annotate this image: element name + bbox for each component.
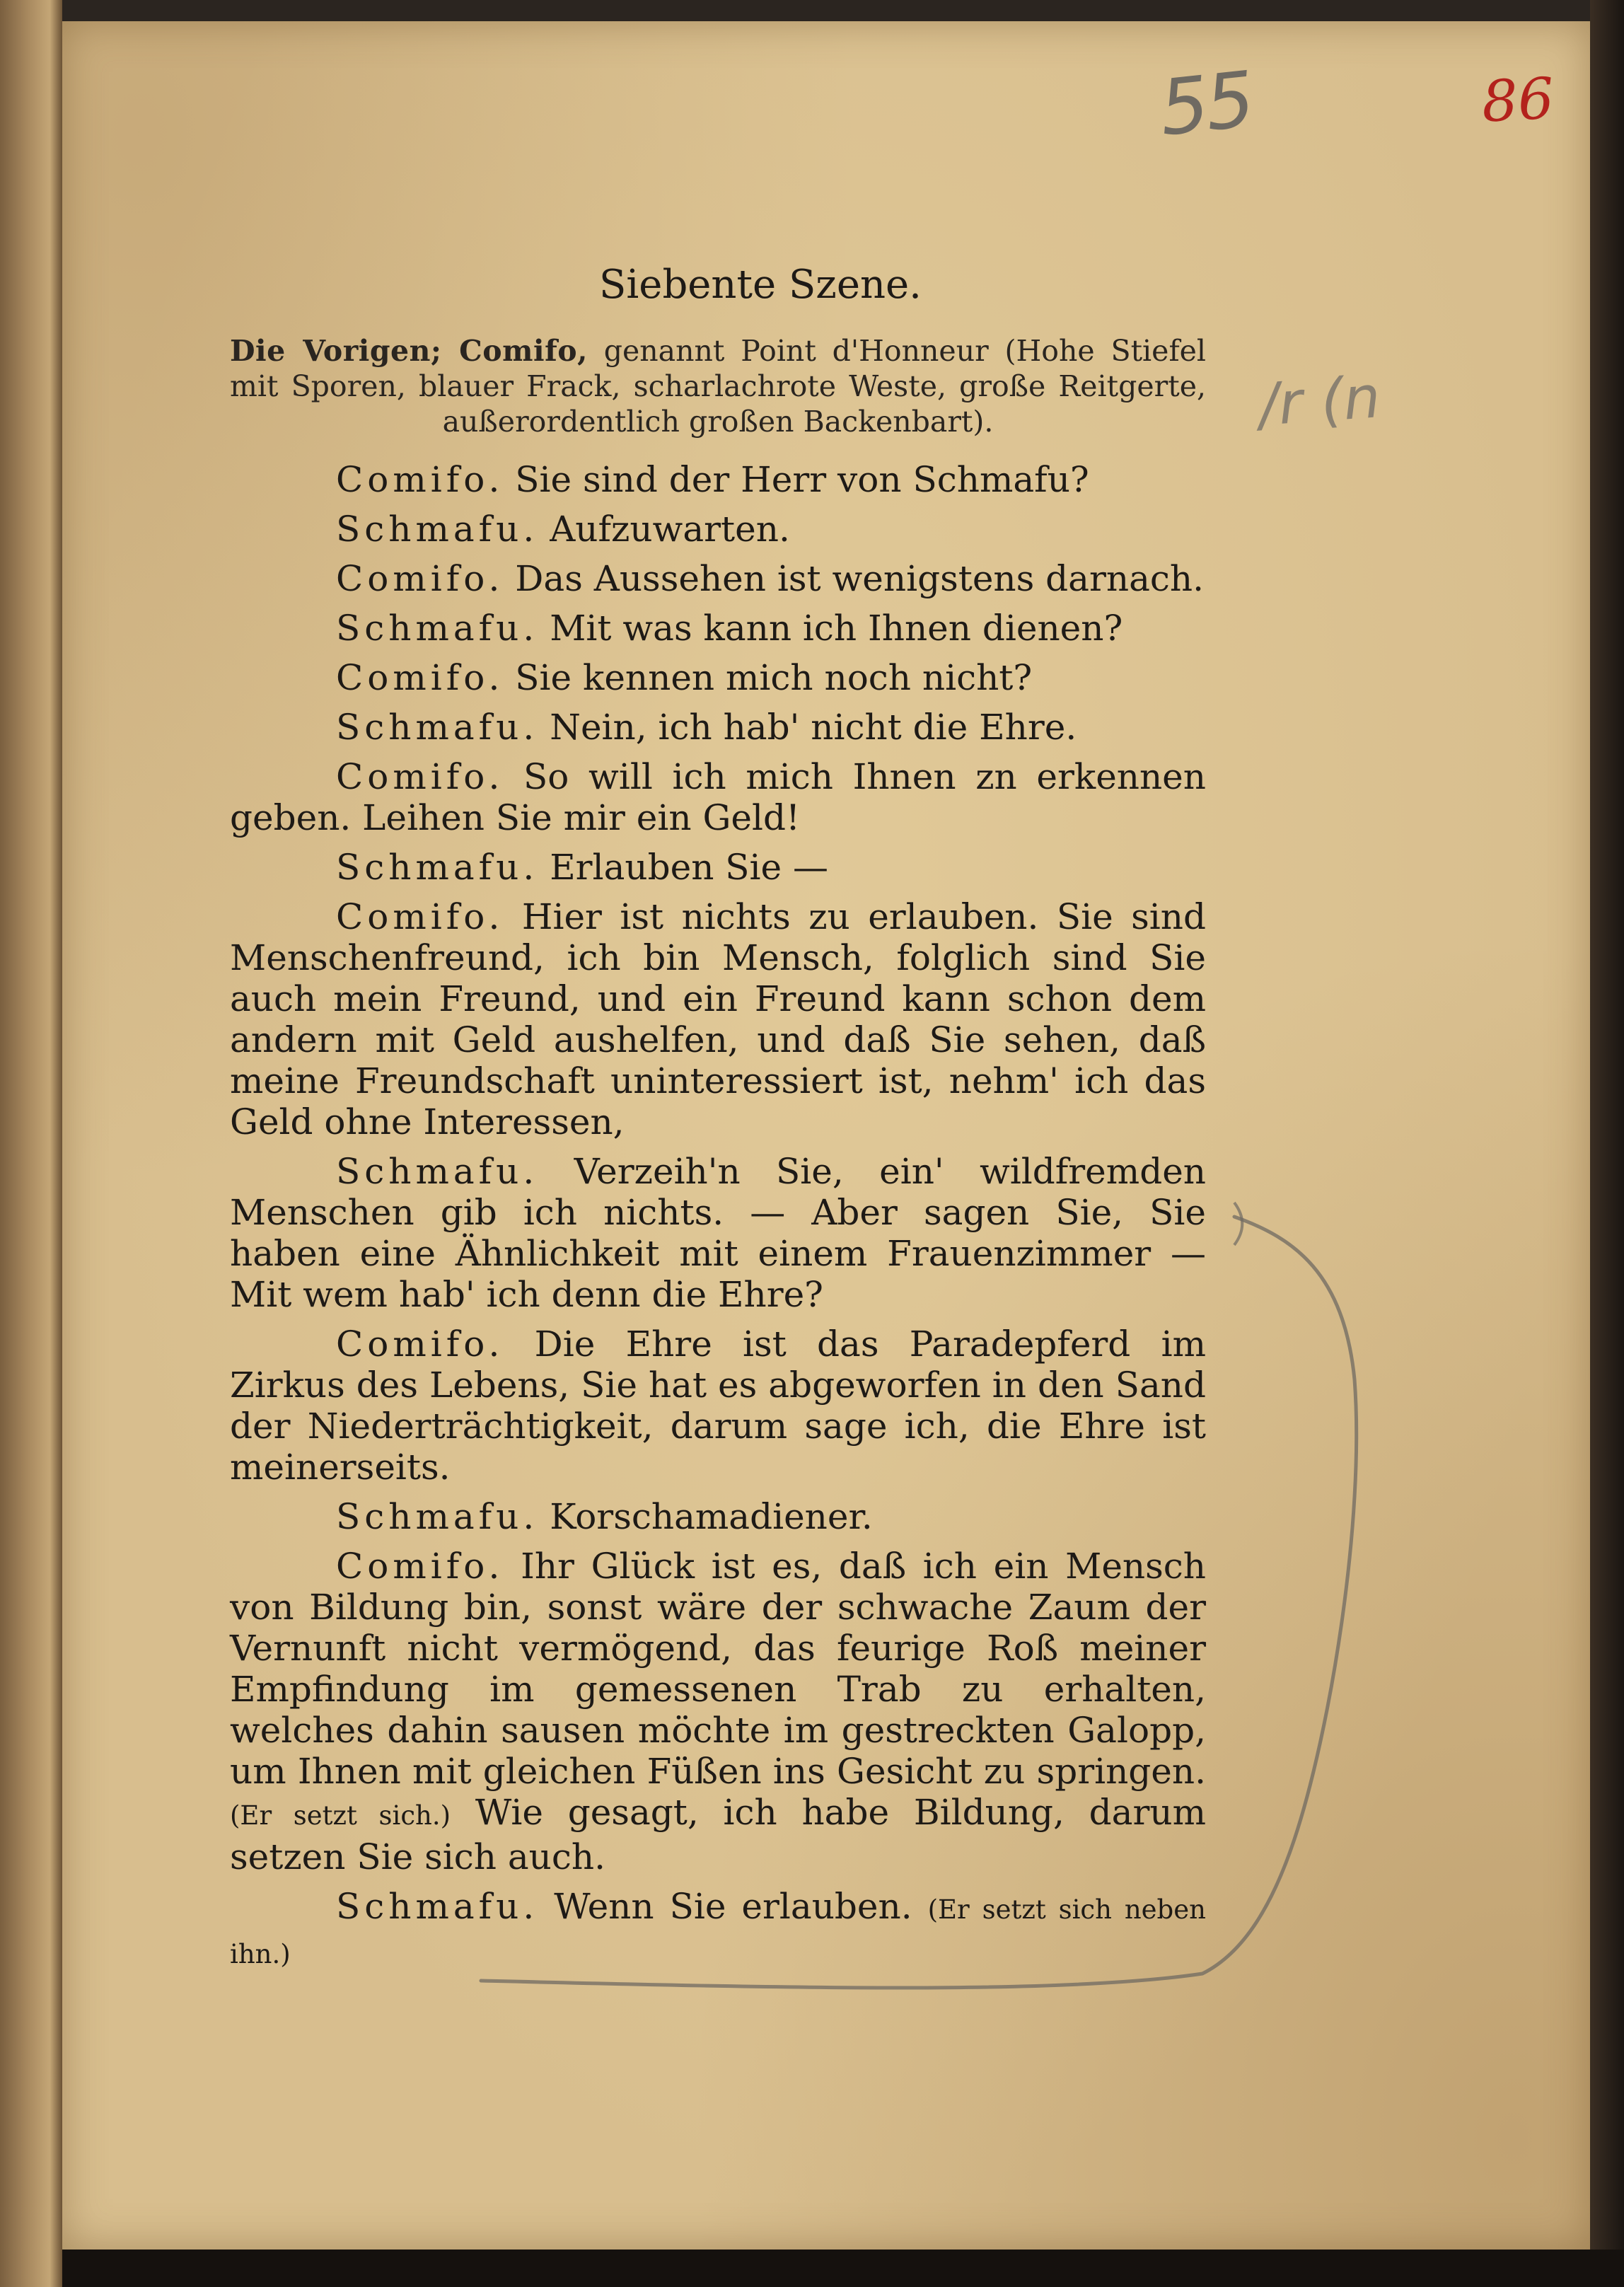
pencil-bracket-hook [1234, 1203, 1242, 1245]
speaker: Comifo. [336, 756, 504, 797]
speaker: Comifo. [336, 558, 504, 599]
line-text: Verzeih'n Sie, ein' wildfremden Menschen gib ich nichts. — Aber sagen Sie, Sie haben eine Ähnlichkeit mit einem Frauenzimmer — Mit wem hab' ich denn die Ehre? [230, 1151, 1206, 1315]
pencil-bracket-line [481, 1217, 1357, 1988]
inline-stage-direction: (Er setzt sich.) [230, 1800, 451, 1831]
stage-direction-bold: Die Vorigen; Comifo, [230, 334, 588, 368]
line-text: Korschamadiener. [550, 1496, 873, 1537]
line-text: Aufzuwarten. [550, 509, 790, 550]
inline-stage-direction: (Er setzt sich neben ihn.) [230, 1894, 1206, 1969]
speaker: Comifo. [336, 896, 504, 937]
line-text: Nein, ich hab' nicht die Ehre. [550, 707, 1077, 748]
pencil-page-number: 55 [1155, 55, 1256, 154]
speaker: Comifo. [336, 459, 504, 500]
speaker: Schmafu. [336, 707, 539, 748]
line-text: Sie kennen mich noch nicht? [515, 657, 1033, 698]
line-text: Hier ist nichts zu erlauben. Sie sind Menschenfreund, ich bin Mensch, folglich sind Sie auch mein Freund, und ein Freund kann schon dem andern mit Geld aushelfen, und daß Sie sehen, daß meine Freundschaft uninteressiert ist, nehm' ich das Geld ohne Interessen, [230, 896, 1206, 1142]
scene-title: Siebente Szene. [599, 262, 922, 308]
speaker: Comifo. [336, 1324, 504, 1365]
line-text: So will ich mich Ihnen zn erkennen geben. Leihen Sie mir ein Geld! [230, 756, 1206, 838]
speaker: Schmafu. [336, 847, 539, 888]
line-text-after: Wie gesagt, ich habe Bildung, darum setzen Sie sich auch. [230, 1792, 1206, 1877]
speaker: Schmafu. [336, 608, 539, 649]
speaker: Schmafu. [336, 1151, 539, 1192]
pencil-margin-note: /r (n [1256, 364, 1383, 439]
line-text: Das Aussehen ist wenigstens darnach. [515, 558, 1205, 599]
speaker: Comifo. [336, 1546, 504, 1587]
line-text: Wenn Sie erlauben. [554, 1886, 912, 1927]
line-text: Sie sind der Herr von Schmafu? [515, 459, 1089, 500]
line-text: Die Ehre ist das Paradepferd im Zirkus des Lebens, Sie hat es abgeworfen in den Sand der Niederträchtigkeit, darum sage ich, die Ehre ist meinerseits. [230, 1324, 1206, 1488]
stage-direction-rest: genannt Point d'Honneur (Hohe Stiefel mit Sporen, blauer Frack, scharlachrote Weste, große Reitgerte, außerordentlich großen Backenbart). [230, 334, 1206, 439]
speaker: Schmafu. [336, 1496, 539, 1537]
red-page-number: 86 [1480, 65, 1556, 135]
line-text: Ihr Glück ist es, daß ich ein Mensch von Bildung bin, sonst wäre der schwache Zaum der Vernunft nicht vermögend, das feurige Roß meiner Empfindung im gemessenen Trab zu erhalten, welches dahin sausen möchte im gestreckten Galopp, um Ihnen mit gleichen Füßen ins Gesicht zu springen. [230, 1546, 1206, 1792]
line-text: Erlauben Sie — [550, 847, 829, 888]
speaker: Schmafu. [336, 1886, 539, 1927]
line-text: Mit was kann ich Ihnen dienen? [550, 608, 1123, 649]
speaker: Comifo. [336, 657, 504, 698]
speaker: Schmafu. [336, 509, 539, 550]
